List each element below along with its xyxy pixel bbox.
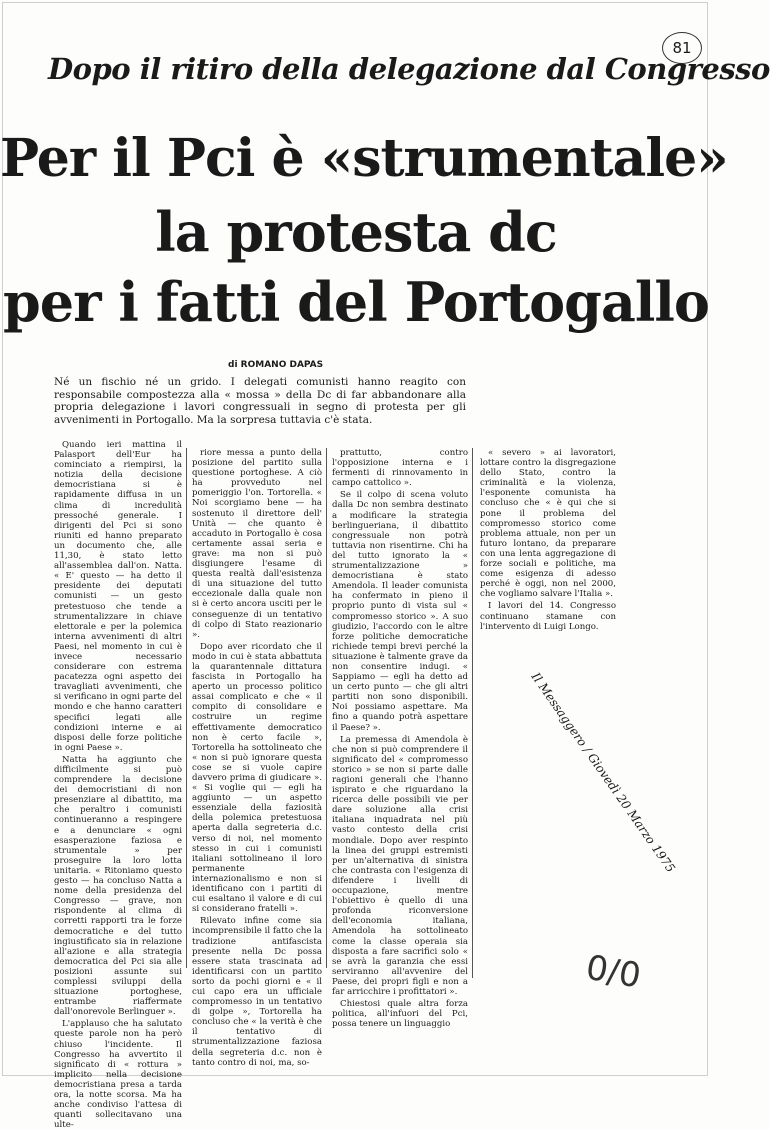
source-stamp: Il Messaggero / Giovedì 20 Marzo 1975 — [528, 670, 678, 875]
article-column-3 — [332, 448, 468, 1030]
paragraph: Se il colpo di scena voluto dalla Dc non sembra destinato a modificare la strategia berlingueriana, il dibattito congressuale non potrà tuttavia non risentirne. Chi ha del tutto ignorato la « strumentalizzazione » democristiana è stato Amendola. Il leader comunista ha confermato in pieno il proprio punto di vista sul « compromesso storico ». A suo giudizio, l'accordo con le altre forze politiche democratiche richiede tempi brevi perché la situazione è talmente grave da non consentire indugi. « Sappiamo — egli ha detto ad un certo punto — che gli altri partiti non sono disponibili. Noi possiamo aspettare. Ma fino a quando potrà aspettare il Paese? ». — [332, 490, 468, 733]
article-column-4 — [480, 448, 616, 632]
kicker: Dopo il ritiro della delegazione dal Congresso — [48, 52, 770, 86]
article-column-2 — [192, 448, 323, 1068]
paragraph: prattutto, contro l'opposizione interna e i fermenti di rinnovamento in campo cattolico ». — [332, 448, 468, 489]
column-rule — [186, 448, 187, 968]
page-number: 81 — [662, 32, 702, 64]
byline: di ROMANO DAPAS — [228, 360, 324, 370]
paragraph: La premessa di Amendola è che non si può comprendere il significato del « compromesso storico » se non si parte dalle ragioni generali che l'hanno ispirato e che riguardano la ricerca delle possibili vie per dare soluzione alla crisi italiana inquadrata nel più vasto contesto della crisi mondiale. Dopo aver respinto la linea dei gruppi estremisti per un'alternativa di sinistra che contrasta con l'esigenza di difendere i livelli di occupazione, mentre l'obiettivo è quello di una profonda riconversione dell'economia italiana, Amendola ha sottolineato come la classe operaia sia disposta a fare sacrifici solo « se avrà la garanzia che essi serviranno all'avvenire del Paese, dei propri figli e non a far arricchire i profittatori ». — [332, 734, 468, 997]
paragraph: L'applauso che ha salutato queste parole non ha però chiuso l'incidente. Il Congresso ha avvertito il significato di « rottura » implicito nella decisione democristiana presa a tarda ora, la notte scorsa. Ma ha anche condiviso l'attesa di quanti sollecitavano una ulte- — [54, 1019, 182, 1130]
paragraph: Quando ieri mattina il Palasport dell'Eur ha cominciato a riempirsi, la notizia della decisione democristiana si è rapidamente diffusa in un clima di incredulità pressoché generale. I dirigenti del Pci si sono riuniti ed hanno preparato un documento che, alle 11,30, è stato letto all'assemblea dall'on. Natta. « E' questo — ha detto il presidente dei deputati comunisti — un gesto pretestuoso che tende a strumentalizzare in chiave elettorale e per la polemica interna avvenimenti di altri Paesi, nel momento in cui è invece necessario considerare con estrema pacatezza ogni aspetto dei travagliati avvenimenti, che si verificano in ogni parte del mondo e che hanno caratteri specifici legati alle condizioni interne e ai disposi delle forze politiche in ogni Paese ». — [54, 440, 182, 753]
headline-line-1: Per il Pci è «strumentale» — [0, 128, 728, 189]
paragraph: Chiestosi quale altra forza politica, all'infuori del Pci, possa tenere un linguaggio — [332, 999, 468, 1030]
paragraph: « severo » ai lavoratori, lottare contro la disgregazione dello Stato, contro la criminalità e la violenza, l'esponente comunista ha concluso che « è qui che si pone il problema del compromesso storico come problema attuale, non per un futuro lontano, da preparare con una lenta aggregazione di forze sociali e politiche, ma come esigenza di adesso perché è oggi, non nel 2000, che vogliamo salvare l'Italia ». — [480, 448, 616, 600]
column-rule — [472, 448, 473, 978]
paragraph: I lavori del 14. Congresso continuano stamane con l'intervento di Luigi Longo. — [480, 601, 616, 632]
headline-line-3: per i fatti del Portogallo — [3, 270, 709, 334]
paragraph: Natta ha aggiunto che difficilmente si può comprendere la decisione dei democristiani di non presenziare al dibattito, ma che peraltro i comunisti continueranno a respingere e a denunciare « ogni esasperazione faziosa e strumentale » per proseguire la loro lotta unitaria. « Ritoniamo questo gesto — ha concluso Natta a nome della presidenza del Congresso — grave, non rispondente al clima di corretti rapporti tra le forze democratiche e del tutto ingiustificato sia in relazione all'azione e alla strategia democratica del Pci sia alle posizioni assunte sui complessi sviluppi della situazione portoghese, entrambe riaffermate dall'onorevole Berlinguer ». — [54, 754, 182, 1018]
handwritten-note: 0/0 — [582, 947, 644, 997]
paragraph: riore messa a punto della posizione del partito sulla questione portoghese. A ciò ha provveduto nel pomeriggio l'on. Tortorella. « Noi scorgiamo bene — ha sostenuto il direttore dell' Unità — che quanto è accaduto in Portogallo è cosa certamente assai seria e grave: ma non si può disgiungere l'esame di questa realtà dall'esistenza di una situazione del tutto eccezionale dalla quale non si è certo ancora usciti per le conseguenze di un tentativo di colpo di Stato reazionario ». — [192, 448, 322, 640]
lead-paragraph: Né un fischio né un grido. I delegati comunisti hanno reagito con responsabile compostezza alla « mossa » della Dc di far abbandonare alla propria delegazione i lavori congressuali in segno di protesta per gli avvenimenti in Portogallo. Ma la sorpresa tuttavia c'è stata. — [54, 376, 466, 426]
article-column-1 — [54, 440, 182, 1130]
column-rule — [326, 448, 327, 968]
headline-line-2: la protesta dc — [155, 200, 557, 264]
paragraph: Dopo aver ricordato che il modo in cui è stata abbattuta la quarantennale dittatura fascista in Portogallo ha aperto un processo politico assai complicato e che « il compito di consolidare e costruire un regime effettivamente democratico non è certo facile », Tortorella ha sottolineato che « non si può ignorare questa cose se si vuole capire davvero prima di giudicare ». « Si voglie qui — egli ha aggiunto — un aspetto essenziale della faziosità della polemica pretestuosa aperta dalla segreteria d.c. verso di noi, nel momento stesso in cui i comunisti italiani sottolineano il loro permanente internazionalismo e non si identificano con i partiti di cui esaltano il valore e di cui si considerano fratelli ». — [192, 641, 322, 915]
paragraph: Rilevato infine come sia incomprensibile il fatto che la tradizione antifascista presente nella Dc possa essere stata trascinata ad identificarsi con un partito sorto da pochi giorni e « il cui capo era un ufficiale compromesso in un tentativo di golpe », Tortorella ha concluso che « la verità è che il tentativo di strumentalizzazione faziosa della segreteria d.c. non è tanto contro di noi, ma, so- — [192, 916, 323, 1068]
